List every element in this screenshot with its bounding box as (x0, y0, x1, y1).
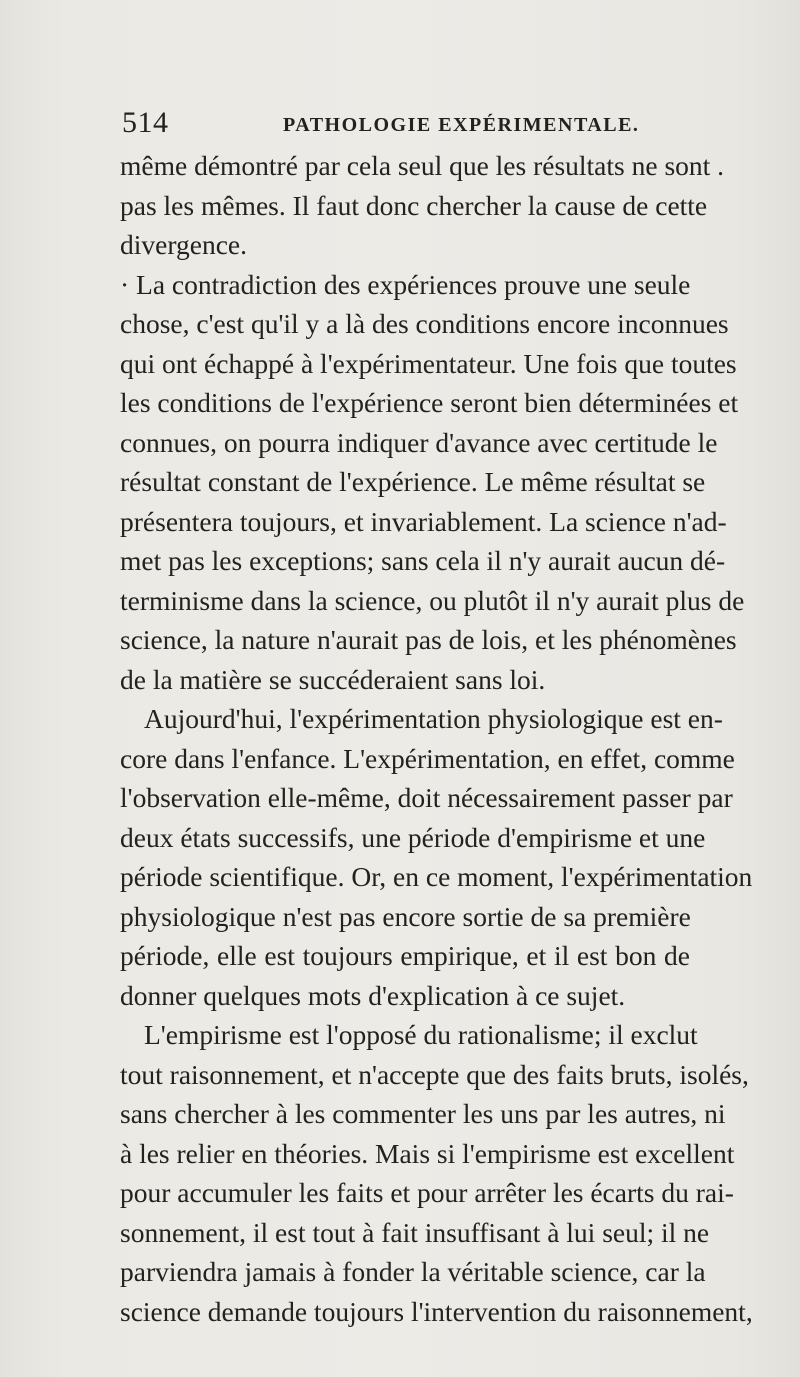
text-line: L'empirisme est l'opposé du rationalisme; il exclut (144, 1019, 698, 1050)
body-text (120, 146, 753, 1331)
text-line: qui ont échappé à l'expérimentateur. Une fois que toutes (120, 347, 737, 379)
text-line: divergence. (120, 229, 247, 260)
text-line: deux états successifs, une période d'empirisme et une (120, 821, 706, 853)
text-line: terminisme dans la science, ou plutôt il n'y aurait plus de (120, 584, 745, 616)
text-line: tout raisonnement, et n'accepte que des faits bruts, isolés, (120, 1058, 749, 1090)
text-line: science, la nature n'aurait pas de lois, et les phénomènes (120, 624, 737, 655)
text-line: parviendra jamais à fonder la véritable science, car la (120, 1256, 706, 1287)
text-line: physiologique n'est pas encore sortie de sa première (120, 900, 691, 932)
running-head: PATHOLOGIE EXPÉRIMENTALE. (283, 114, 640, 136)
text-line: pas les mêmes. Il faut donc chercher la cause de cette (120, 189, 708, 221)
text-line: chose, c'est qu'il y a là des conditions encore inconnues (120, 308, 729, 339)
text-line: l'observation elle-même, doit nécessairement passer par (120, 782, 733, 813)
text-line: sonnement, il est tout à fait insuffisant à lui seul; il ne (120, 1216, 710, 1248)
text-line: pour accumuler les faits et pour arrêter les écarts du rai- (120, 1177, 734, 1208)
text-line: période, elle est toujours empirique, et il est bon de (120, 940, 690, 971)
page-header (100, 100, 700, 140)
text-line: met pas les exceptions; sans cela il n'y aurait aucun dé- (120, 545, 726, 576)
text-line: donner quelques mots d'explication à ce sujet. (120, 979, 626, 1011)
text-line: sans chercher à les commenter les uns par les autres, ni (120, 1098, 726, 1129)
text-line: même démontré par cela seul que les résultats ne sont . (120, 150, 725, 181)
text-line: à les relier en théories. Mais si l'empirisme est excellent (120, 1137, 735, 1169)
text-line: les conditions de l'expérience seront bien déterminées et (120, 387, 739, 418)
text-line: science demande toujours l'intervention du raisonnement, (120, 1295, 753, 1327)
text-line: connues, on pourra indiquer d'avance avec certitude le (120, 426, 718, 458)
text-line: présentera toujours, et invariablement. La science n'ad- (120, 505, 727, 537)
page-number: 514 (122, 106, 169, 139)
text-line: de la matière se succéderaient sans loi. (120, 663, 546, 695)
text-line: · La contradiction des expériences prouve une seule (120, 268, 691, 300)
text-line: période scientifique. Or, en ce moment, l'expérimentation (120, 861, 753, 892)
text-line: Aujourd'hui, l'expérimentation physiologique est en- (144, 703, 723, 734)
text-line: core dans l'enfance. L'expérimentation, en effet, comme (120, 742, 735, 774)
text-line: résultat constant de l'expérience. Le même résultat se (120, 466, 706, 497)
